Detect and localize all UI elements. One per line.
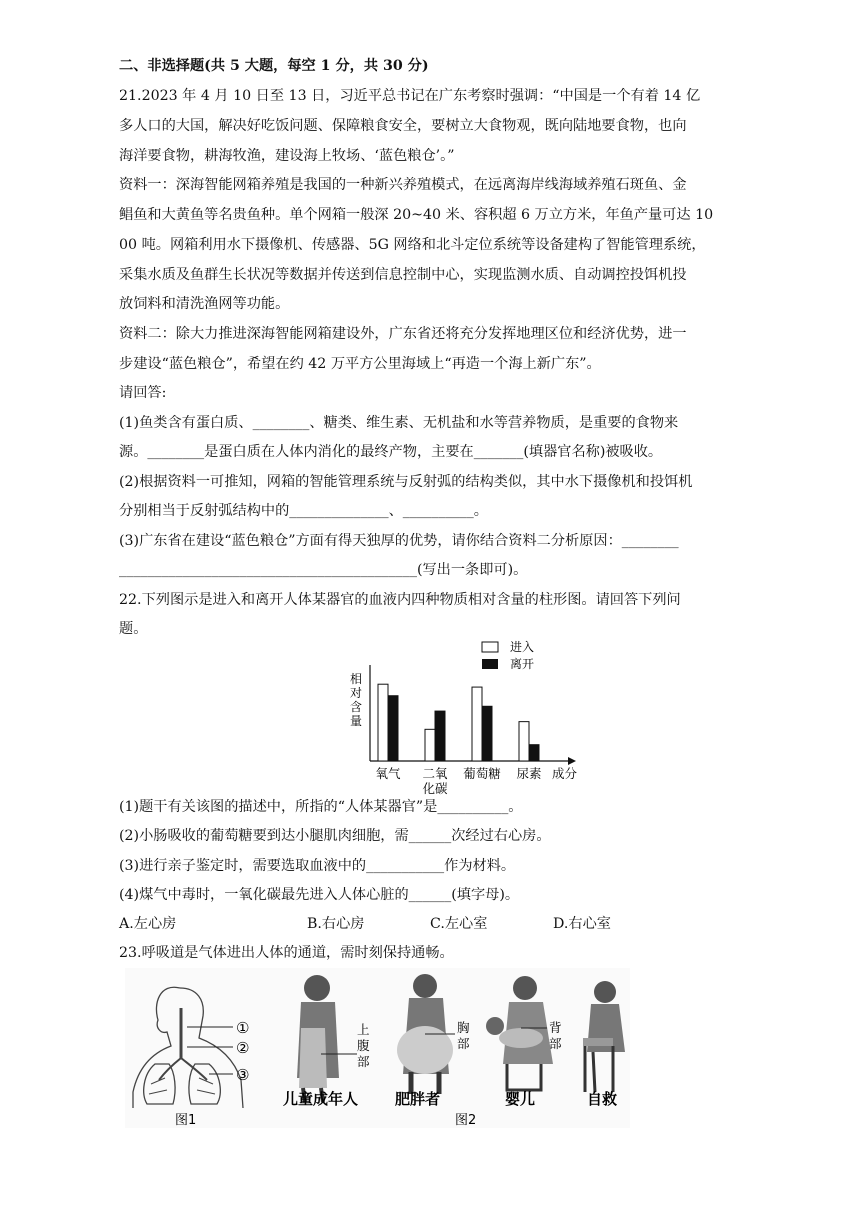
x-tick-label: 葡萄糖 [463,766,501,781]
q22-question-2: (2)小肠吸收的葡萄糖要到达小腿肌肉细胞，需______次经过右心房。 [119,828,551,844]
scene-label-1: 儿童成年人 [283,1090,359,1108]
legend-swatch-enter [482,642,498,652]
marker-3: ③ [236,1066,250,1084]
bar-leave-3 [482,706,492,761]
q22-question-1: (1)题干有关该图的描述中，所指的“人体某器官”是__________。 [119,799,523,815]
q22-question-3: (3)进行亲子鉴定时，需要选取血液中的___________作为材料。 [119,858,516,874]
x-tick-label: 二氧 [422,766,448,781]
q22-option-d: D.右心室 [553,916,611,932]
q22-option-a: A.左心房 [119,916,177,932]
q21-line-6: 00 吨。网箱利用水下摄像机、传感器、5G 网络和北斗定位系统等设备建构了智能管理系统， [119,237,706,253]
q21-line-13: 源。________是蛋白质在人体内消化的最终产物，主要在_______(填器官名称)被吸收。 [119,444,663,460]
q22-line-1: 22.下列图示是进入和离开人体某器官的血液内四种物质相对含量的柱形图。请回答下列问 [119,592,681,608]
label-abdomen-2: 腹 [357,1038,370,1053]
q21-line-8: 放饲料和清洗渔网等功能。 [119,296,290,312]
y-axis-label [350,671,362,728]
q21-line-5: 鲳鱼和大黄鱼等名贵鱼种。单个网箱一般深 20~40 米、容积超 6 万立方米，年鱼产量可达 10 [119,207,714,223]
q21-line-1: 21.2023 年 4 月 10 日至 13 日，习近平总书记在广东考察时强调：“中国是一个有着 14 亿 [119,88,701,104]
figure-2-caption: 图2 [455,1113,477,1128]
q22-question-4: (4)煤气中毒时，一氧化碳最先进入人体心脏的______(填字母)。 [119,887,520,903]
q21-line-4: 资料一：深海智能网箱养殖是我国的一种新兴养殖模式，在远离海岸线海域养殖石斑鱼、金 [119,177,687,193]
figure-respiration [125,968,630,1128]
q21-line-12: (1)鱼类含有蛋白质、________、糖类、维生素、无机盐和水等营养物质，是重要的食物来 [119,415,679,431]
marker-2: ② [236,1039,250,1057]
x-tick-labels [375,766,541,796]
bar-enter-4 [519,722,529,761]
scene-label-2: 肥胖者 [395,1090,441,1108]
bar-enter-3 [472,687,482,761]
x-tick-label: 尿素 [516,766,542,781]
section-title: 二、非选择题(共 5 大题，每空 1 分，共 30 分) [119,58,429,74]
scene-label-3: 婴儿 [505,1090,536,1108]
label-back-2: 部 [549,1036,562,1051]
x-tick-label: 氧气 [375,766,401,781]
q22-option-c: C.左心室 [430,916,488,932]
x-tick-label: 化碳 [422,781,448,796]
q21-line-11: 请回答: [119,385,167,401]
q23-line: 23.呼吸道是气体进出人体的通道，需时刻保持通畅。 [119,945,454,961]
bars-group [378,684,539,761]
q21-line-16: (3)广东省在建设“蓝色粮仓”方面有得天独厚的优势，请你结合资料二分析原因：________ [119,533,679,549]
q21-line-14: (2)根据资料一可推知，网箱的智能管理系统与反射弧的结构类似，其中水下摄像机和投饵机 [119,474,693,490]
x-axis-arrow [568,757,576,765]
q21-line-15: 分别相当于反射弧结构中的______________、__________。 [119,503,488,519]
figure-1-caption: 图1 [175,1113,197,1128]
bar-enter-2 [425,729,435,761]
marker-1: ① [236,1019,250,1037]
label-chest-2: 部 [457,1036,470,1051]
q21-line-17: __________________________________________(写出一条即可)。 [119,562,528,578]
scene-label-4: 自救 [587,1090,618,1108]
bar-enter-1 [378,684,388,761]
q21-line-3: 海洋要食物，耕海牧渔，建设海上牧场、‘蓝色粮仓’。” [119,148,455,164]
q22-line-2: 题。 [119,621,148,637]
bar-leave-2 [435,711,445,761]
y-axis-label-char: 对 [350,686,363,700]
y-axis-label-char: 含 [350,700,363,714]
x-axis-label: 成分 [552,766,578,781]
q21-line-7: 采集水质及鱼群生长状况等数据并传送到信息控制中心，实现监测水质、自动调控投饵机投 [119,267,687,283]
y-axis-label-char: 相 [350,672,363,686]
label-chest-1: 胸 [457,1020,470,1035]
legend-label-leave: 离开 [510,657,535,671]
bar-leave-1 [388,696,398,761]
bar-leave-4 [529,745,539,761]
q22-option-b: B.右心房 [307,916,365,932]
label-abdomen-3: 部 [357,1054,370,1069]
bar-chart [340,637,600,797]
legend-label-enter: 进入 [510,640,535,654]
q21-line-10: 步建设“蓝色粮仓”，希望在约 42 万平方公里海域上“再造一个海上新广东”。 [119,356,601,372]
legend-swatch-leave [482,659,498,669]
q21-line-2: 多人口的大国，解决好吃饭问题、保障粮食安全，要树立大食物观，既向陆地要食物，也向 [119,118,687,134]
y-axis-label-char: 量 [350,714,363,728]
label-abdomen-1: 上 [357,1022,370,1037]
label-back-1: 背 [549,1020,562,1035]
q21-line-9: 资料二：除大力推进深海智能网箱建设外，广东省还将充分发挥地理区位和经济优势，进一 [119,326,687,342]
